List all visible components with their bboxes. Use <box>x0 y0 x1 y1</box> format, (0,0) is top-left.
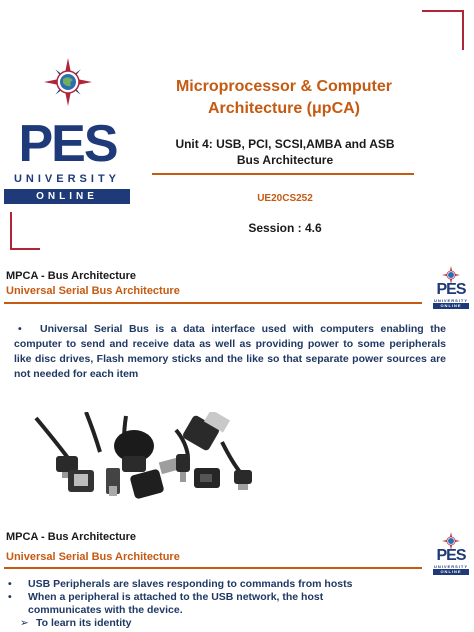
header-divider <box>4 302 422 304</box>
pes-university-logo <box>0 58 135 208</box>
list-item-text: When a peripheral is attached to the USB network, the host <box>28 591 324 603</box>
unit-title-line1: Unit 4: USB, PCI, SCSI,AMBA and ASB <box>175 137 395 151</box>
header-divider <box>4 567 422 569</box>
usb-peripherals-slide <box>0 514 474 632</box>
course-title-line2: Architecture (μpCA) <box>207 100 361 117</box>
list-item-text: To learn its identity <box>36 617 132 629</box>
slide-header: MPCA - Bus Architecture <box>6 270 136 282</box>
corner-decoration-top-right <box>422 10 464 50</box>
usb-peripherals-list <box>6 578 426 630</box>
logo-online-banner: ONLINE <box>433 569 469 575</box>
usb-intro-slide <box>0 262 474 514</box>
logo-pes-text: PES <box>436 281 466 298</box>
logo-pes-text: PES <box>436 547 466 564</box>
bullet: • <box>8 578 12 590</box>
session-number: Session : 4.6 <box>248 221 322 235</box>
slide-subheader: Universal Serial Bus Architecture <box>6 551 180 563</box>
list-item <box>6 591 426 604</box>
bullet: • <box>18 323 22 335</box>
list-item <box>6 578 426 591</box>
logo-university-text: UNIVERSITY <box>433 298 468 303</box>
list-subitem <box>6 617 426 630</box>
usb-connectors-image <box>26 412 276 504</box>
compass-emblem-icon <box>44 58 92 106</box>
logo-online-banner: ONLINE <box>433 303 469 309</box>
slide-header: MPCA - Bus Architecture <box>6 531 136 543</box>
course-title-line1: Microprocessor & Computer <box>175 78 393 95</box>
usb-description-paragraph <box>14 322 446 382</box>
arrow-bullet-icon: ➢ <box>20 617 29 629</box>
title-divider <box>152 173 414 175</box>
logo-university-text: UNIVERSITY <box>433 564 468 569</box>
course-code: UE20CS252 <box>257 193 313 204</box>
logo-pes-text: PES <box>18 115 117 173</box>
pes-logo-small <box>432 266 470 316</box>
unit-title-line2: Bus Architecture <box>236 153 334 167</box>
bullet: • <box>8 591 12 603</box>
corner-decoration-bottom-left <box>10 212 40 250</box>
logo-university-text: UNIVERSITY <box>13 173 120 185</box>
paragraph-text: Universal Serial Bus is a data interface used with computers enabling the computer to send and receive data as well as providing power to some peripherals like disc drives, Flash memory sticks and the like so that separate power sources are not needed for each item <box>14 323 446 380</box>
list-item <box>6 604 426 617</box>
pes-logo-small <box>432 532 470 582</box>
logo-online-banner: ONLINE <box>4 189 130 204</box>
title-slide <box>0 0 474 262</box>
slide-subheader: Universal Serial Bus Architecture <box>6 285 180 297</box>
list-item-text: communicates with the device. <box>28 604 183 616</box>
list-item-text: USB Peripherals are slaves responding to commands from hosts <box>28 578 353 590</box>
